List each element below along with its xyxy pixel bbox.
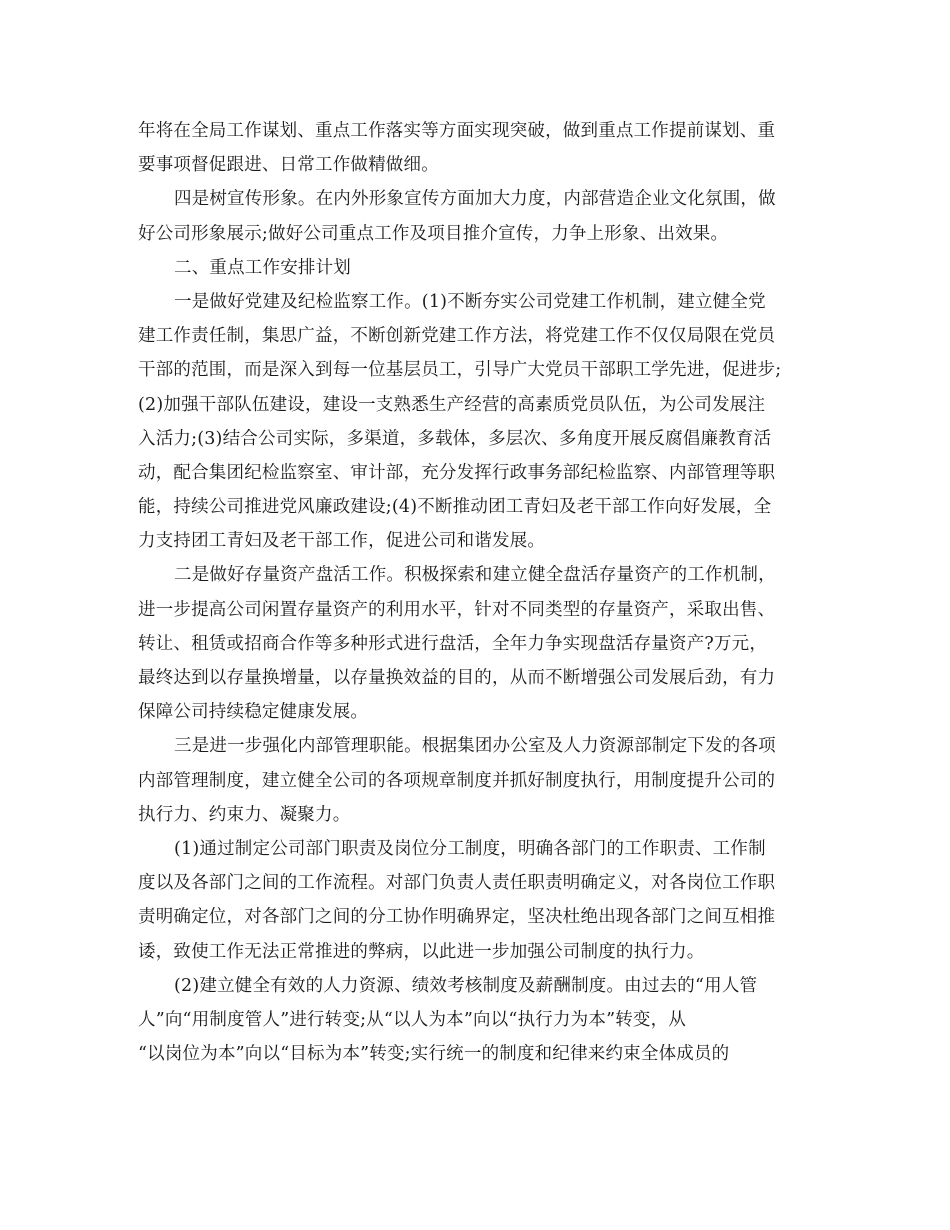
text-line: 转让、租赁或招商合作等多种形式进行盘活，全年力争实现盘活存量资产?万元， [138,633,768,654]
text-line: 一是做好党建及纪检监察工作。(1)不断夯实公司党建工作机制，建立健全党 [174,291,766,312]
text-line: 入活力;(3)结合公司实际，多渠道，多载体，多层次、多角度开展反腐倡廉教育活 [138,428,772,449]
text-line: 三是进一步强化内部管理职能。根据集团办公室及人力资源部制定下发的各项 [174,736,776,757]
text-line: 诿，致使工作无法正常推进的弊病，以此进一步加强公司制度的执行力。 [138,941,705,962]
text-line: 要事项督促跟进、日常工作做精做细。 [138,155,439,176]
text-line: 最终达到以存量换增量，以存量换效益的目的，从而不断增强公司发展后劲，有力 [138,668,776,688]
text-line: 人”向“用制度管人”进行转变;从“以人为本”向以“执行力为本”转变，从 [138,1009,687,1030]
text-line: (2)建立健全有效的人力资源、绩效考核制度及薪酬制度。由过去的“用人管 [174,975,758,996]
text-line: 二是做好存量资产盘活工作。积极探索和建立健全盘活存量资产的工作机制， [174,565,776,586]
text-line: 年将在全局工作谋划、重点工作落实等方面实现突破，做到重点工作提前谋划、重 [138,121,776,141]
text-line: 度以及各部门之间的工作流程。对部门负责人责任职责明确定义，对各岗位工作职 [138,873,776,894]
text-line: 责明确定位，对各部门之间的分工协作明确界定，坚决杜绝出现各部门之间互相推 [138,907,776,928]
text-line: 二、重点工作安排计划 [174,257,351,278]
text-line: 建工作责任制，集思广益，不断创新党建工作方法，将党建工作不仅仅局限在党员 [138,326,776,347]
document-body [138,114,813,1071]
text-line: “以岗位为本”向以“目标为本”转变;实行统一的制度和纪律来约束全体成员的 [138,1044,730,1065]
text-line: 能，持续公司推进党风廉政建设;(4)不断推动团工青妇及老干部工作向好发展，全 [138,497,772,518]
text-line: 好公司形象展示;做好公司重点工作及项目推介宣传，力争上形象、出效果。 [138,223,729,244]
text-line: 内部管理制度，建立健全公司的各项规章制度并抓好制度执行，用制度提升公司的 [138,770,776,791]
text-line: 力支持团工青妇及老干部工作，促进公司和谐发展。 [138,531,546,552]
text-line: 干部的范围，而是深入到每一位基层员工，引导广大党员干部职工学先进，促进步; [138,360,782,381]
text-line: (1)通过制定公司部门职责及岗位分工制度，明确各部门的工作职责、工作制 [174,838,766,859]
text-line: (2)加强干部队伍建设，建设一支熟悉生产经营的高素质党员队伍，为公司发展注 [138,394,766,415]
text-line: 保障公司持续稳定健康发展。 [138,702,369,723]
text-line: 动，配合集团纪检监察室、审计部，充分发挥行政事务部纪检监察、内部管理等职 [138,462,776,483]
text-line: 进一步提高公司闲置存量资产的利用水平，针对不同类型的存量资产，采取出售、 [138,599,776,620]
text-line: 四是树宣传形象。在内外形象宣传方面加大力度，内部营造企业文化氛围，做 [174,189,776,210]
text-line: 执行力、约束力、凝聚力。 [138,804,351,825]
